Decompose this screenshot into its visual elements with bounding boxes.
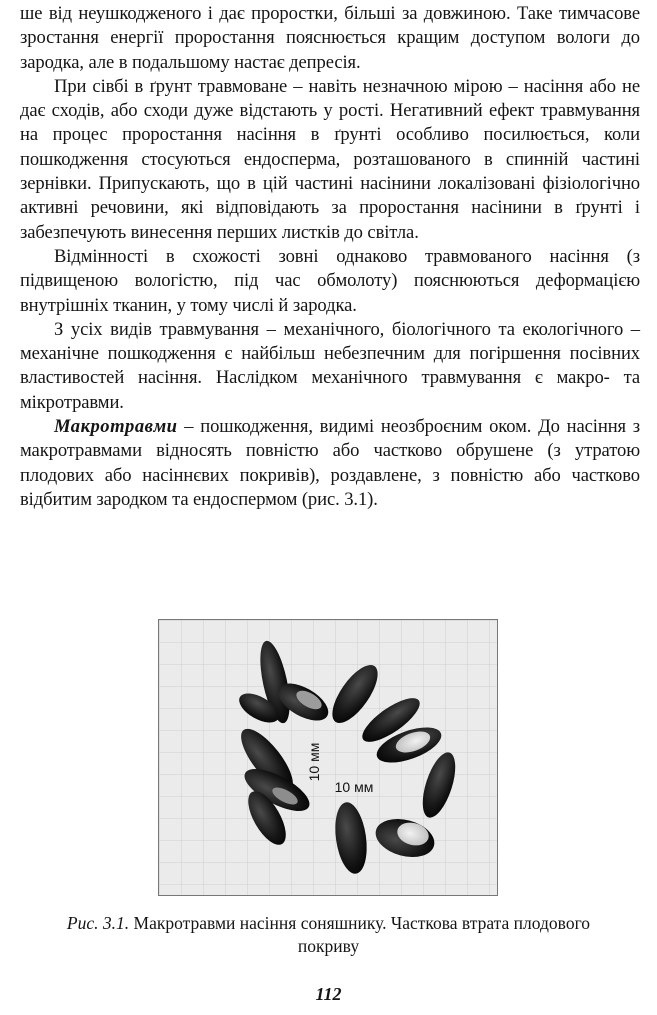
scale-label-vertical: 10 мм bbox=[306, 742, 322, 782]
paragraph-sowing-trauma: При сівбі в ґрунт травмоване – навіть незначною мірою – насіння або не дає сходів, або сходи дуже відстають у рості. Негативний ефект травмування на процес проростання насіння в ґрунті особливо посилюється, коли пошкодження стосуються ендосперма, розташованого в спинній частині зернівки. Припускають, що в цій частині насінини локалізовані фізіологічно активні речовини, які відповідають за проростання насінини в ґрунті і забезпечують винесення перших листків до світла. bbox=[20, 75, 640, 243]
page-number: 112 bbox=[315, 984, 342, 1004]
scale-label-horizontal: 10 мм bbox=[334, 779, 374, 795]
paragraph-continued: ше від неушкодженого і дає проростки, більші за довжиною. Таке тимчасове зростання енергії проростання пояснюється кращим доступом вологи до зародка, але в подальшому настає депресія. bbox=[20, 3, 640, 73]
figure-caption bbox=[40, 912, 617, 958]
macrotrauma-definition: – пошкодження, видимі неозброєним оком. До насіння з макротравмами відносять повністю або частково обрушене (з утратою плодових або насіннєвих покривів), роздавлене, з повністю або частково відбитим зародком та ендоспермом (рис. 3.1). bbox=[20, 416, 640, 510]
caption-label: Рис. 3.1. bbox=[66, 913, 130, 933]
term-macrotrauma: Макротравми bbox=[54, 416, 178, 438]
paragraph-macrotrauma bbox=[20, 415, 640, 512]
seeds-photo bbox=[159, 620, 497, 895]
body-text bbox=[20, 2, 640, 512]
paragraph-trauma-types: З усіх видів травмування – механічного, біологічного та екологічного – механічне пошкодження є найбільш небезпечним для погіршення посівних властивостей насіння. Наслідком механічного травмування є макро- та мікротравми. bbox=[20, 318, 640, 413]
paragraph-germination-differences: Відмінності в схожості зовні однаково травмованого насіння (з підвищеною вологістю, під час обмолоту) пояснюються деформацією внутрішніх тканин, у тому числі й зародка. bbox=[20, 245, 640, 316]
caption-text: Макротравми насіння соняшнику. Часткова втрата плодового покриву bbox=[129, 913, 591, 956]
figure-sunflower-seeds bbox=[158, 619, 498, 896]
